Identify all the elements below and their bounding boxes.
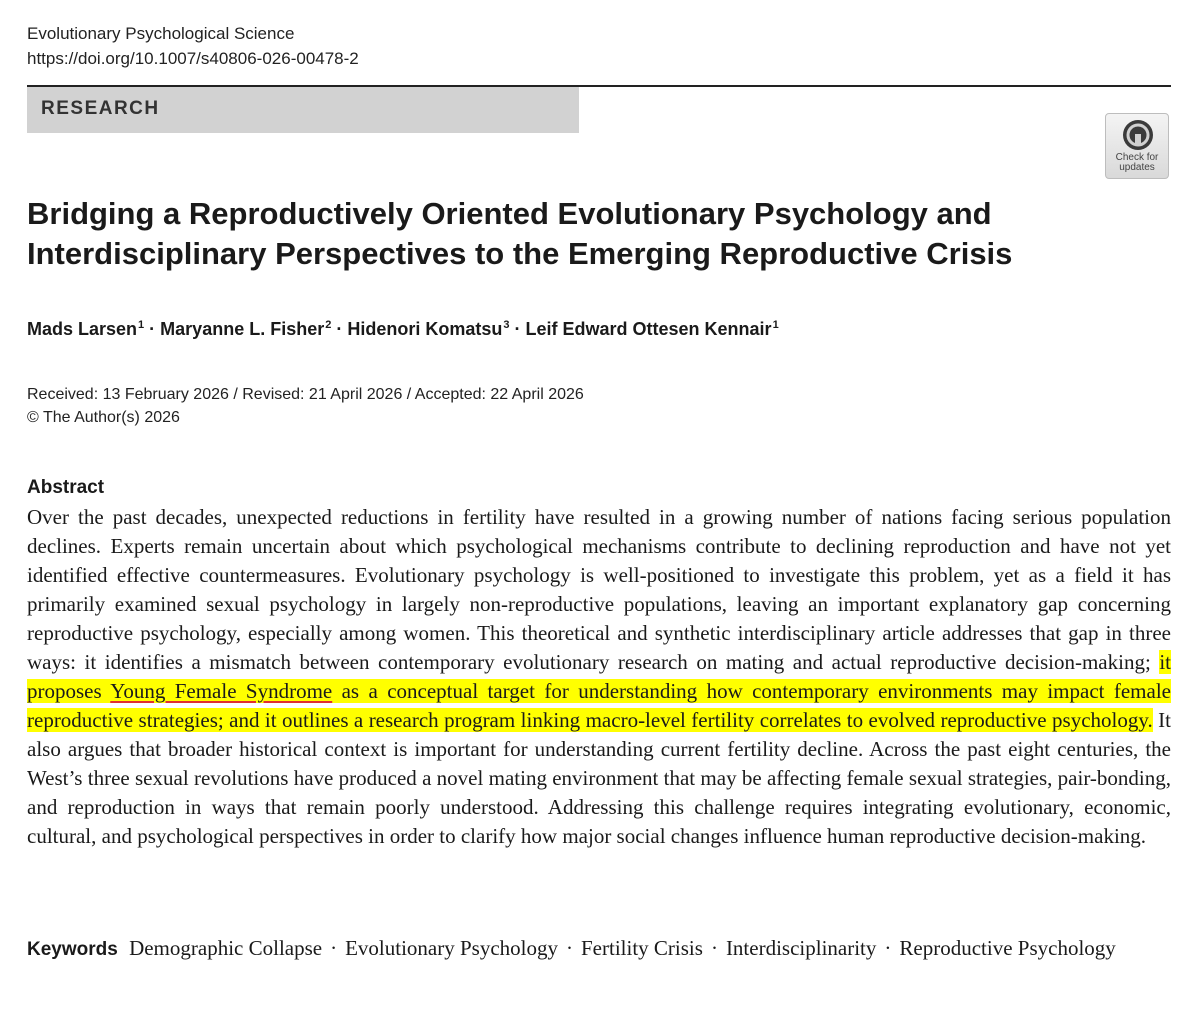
- author-list: [27, 312, 779, 342]
- author-separator: ·: [331, 319, 348, 339]
- highlight-a: it proposes: [27, 650, 1171, 703]
- keyword-separator: ·: [566, 936, 573, 960]
- keyword[interactable]: Evolutionary Psychology: [345, 936, 558, 960]
- abstract-heading: Abstract: [27, 477, 105, 498]
- author-2[interactable]: Maryanne L. Fisher$^2$: [160, 319, 332, 339]
- keywords: [27, 934, 1171, 964]
- check-updates-label: [1106, 153, 1168, 173]
- keyword[interactable]: Interdisciplinarity: [725, 936, 877, 960]
- abstract-part-2: It also argues that broader historical context is important for understanding current fertility decline. Across the past eight centuries, the West’s three sexual revolutions have produced a novel mating environment that may be affecting female sexual strategies, pair-bonding, and reproduction in ways that remain poorly understood. Addressing this challenge requires integrating evolutionary, economic, cultural, and psychological perspectives in order to clarify how major social changes influence human reproductive decision-making.: [27, 708, 1172, 848]
- author-1[interactable]: Mads Larsen$^1$: [27, 319, 145, 339]
- author-separator: ·: [144, 319, 161, 339]
- publication-dates: Received: 13 February 2026 / Revised: 21 April 2026 / Accepted: 22 April 2026: [27, 386, 584, 403]
- title-line-1: Bridging a Reproductively Oriented Evolutionary Psychology and: [27, 196, 992, 231]
- journal-name: Evolutionary Psychological Science: [27, 24, 295, 43]
- badge-line-1: Check for: [1115, 152, 1159, 163]
- author-separator: ·: [509, 319, 526, 339]
- copyright-notice: © The Author(s) 2026: [27, 409, 180, 426]
- keyword[interactable]: Fertility Crisis: [581, 936, 703, 960]
- author-3[interactable]: Hidenori Komatsu$^3$: [347, 319, 510, 339]
- badge-line-2: updates: [1119, 162, 1155, 173]
- article-title: [27, 194, 1087, 274]
- check-for-updates-badge[interactable]: [1105, 113, 1169, 179]
- abstract-part-1: Over the past decades, unexpected reductions in fertility have resulted in a growing number of nations facing serious population declines. Experts remain uncertain about which psychological mechanisms contribute to declining reproduction and have not yet identified effective countermeasures. Evolutionary psychology is well-positioned to investigate this problem, yet as a field it has primarily examined sexual psychology in largely non-reproductive populations, leaving an important explanatory gap concerning reproductive psychology, especially among women. This theoretical and synthetic interdisciplinary article addresses that gap in three ways: it identifies a mismatch between contemporary evolutionary research on mating and actual reproductive decision-making;: [27, 505, 1171, 674]
- author-4[interactable]: Leif Edward Ottesen Kennair$^1$: [525, 319, 779, 339]
- doi-link[interactable]: https://doi.org/10.1007/s40806-026-00478-2: [27, 49, 359, 68]
- abstract-text: [27, 503, 1171, 851]
- keyword-separator: ·: [710, 936, 718, 960]
- section-label: RESEARCH: [41, 98, 160, 119]
- underlined-term: Young Female Syndrome: [110, 679, 333, 703]
- keywords-label: Keywords: [27, 939, 118, 960]
- keyword-separator: ·: [884, 936, 892, 960]
- keyword[interactable]: Reproductive Psychology: [899, 936, 1116, 960]
- check-updates-icon: [1122, 119, 1154, 151]
- keyword-separator: ·: [330, 936, 338, 960]
- keyword[interactable]: Demographic Collapse: [129, 936, 323, 960]
- title-line-2: Interdisciplinary Perspectives to the Emerging Reproductive Crisis: [27, 236, 1013, 271]
- highlight-b: as a conceptual target for understanding how contemporary environments may impact female reproductive strategies; and it outlines a research program linking macro-level fertility correlates to evolved reproductive psychology.: [27, 679, 1171, 732]
- section-band: [27, 87, 579, 133]
